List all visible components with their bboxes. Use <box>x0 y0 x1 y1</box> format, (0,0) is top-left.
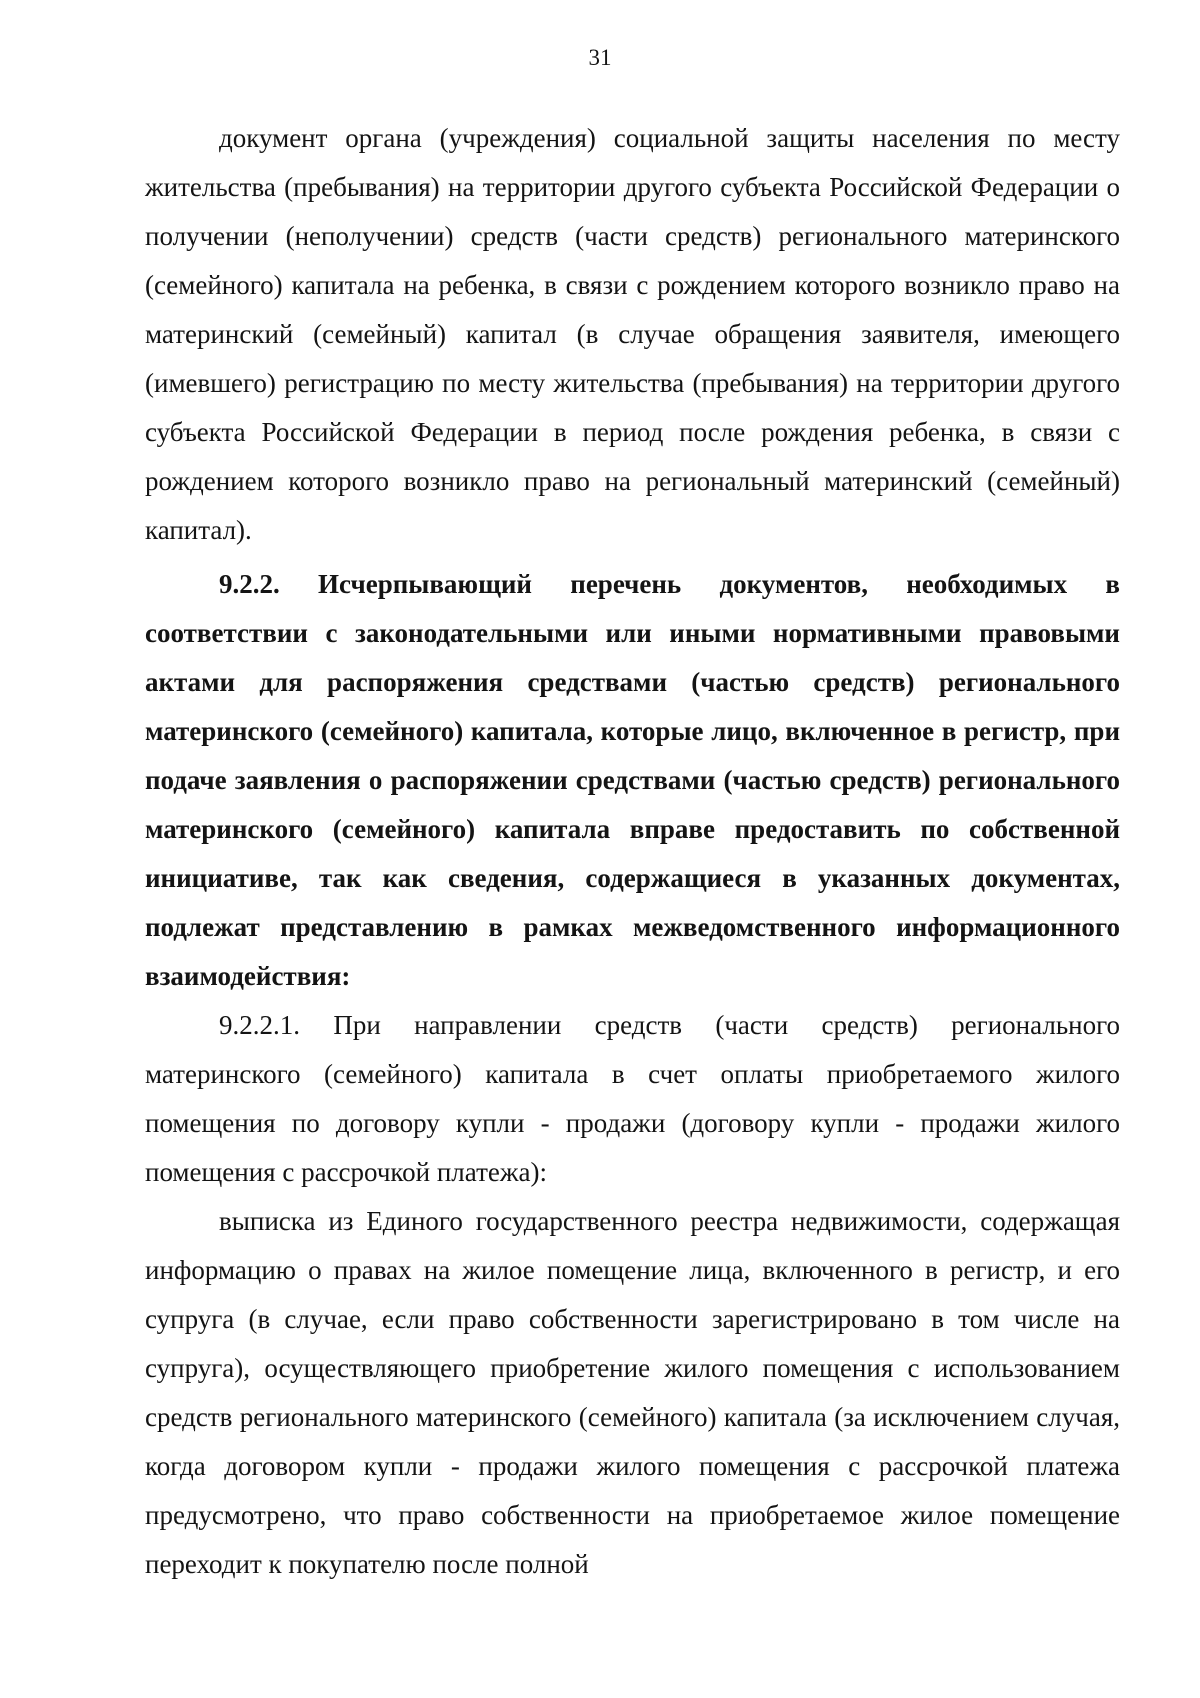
document-body <box>145 114 1120 1589</box>
paragraph-9-2-2-1: 9.2.2.1. При направлении средств (части средств) регионального материнского (семейного) капитала в счет оплаты приобретаемого жилого помещения по договору купли - продажи (договору купли - продажи жилого помещения с рассрочкой платежа): <box>145 1010 1120 1187</box>
page-number: 31 <box>588 45 612 70</box>
paragraph-document-social-protection: документ органа (учреждения) социальной защиты населения по месту жительства (пребывания) на территории другого субъекта Российской Федерации о получении (неполучении) средств (части средств) регионального материнского (семейного) капитала на ребенка, в связи с рождением которого возникло право на материнский (семейный) капитал (в случае обращения заявителя, имеющего (имевшего) регистрацию по месту жительства (пребывания) на территории другого субъекта Российской Федерации в период после рождения ребенка, в связи с рождением которого возникло право на региональный материнский (семейный) капитал). <box>145 123 1120 545</box>
paragraph-heading-9-2-2: 9.2.2. Исчерпывающий перечень документов, необходимых в соответствии с законодательными или иными нормативными правовыми актами для распоряжения средствами (частью средств) регионального материнского (семейного) капитала, которые лицо, включенное в регистр, при подаче заявления о распоряжении средствами (частью средств) регионального материнского (семейного) капитала вправе предоставить по собственной инициативе, так как сведения, содержащиеся в указанных документах, подлежат представлению в рамках межведомственного информационного взаимодействия: <box>145 569 1120 991</box>
paragraph-egrn-extract: выписка из Единого государственного реестра недвижимости, содержащая информацию о правах на жилое помещение лица, включенного в регистр, и его супруга (в случае, если право собственности зарегистрировано в том числе на супруга), осуществляющего приобретение жилого помещения с использованием средств регионального материнского (семейного) капитала (за исключением случая, когда договором купли - продажи жилого помещения с рассрочкой платежа предусмотрено, что право собственности на приобретаемое жилое помещение переходит к покупателю после полной <box>145 1206 1120 1579</box>
